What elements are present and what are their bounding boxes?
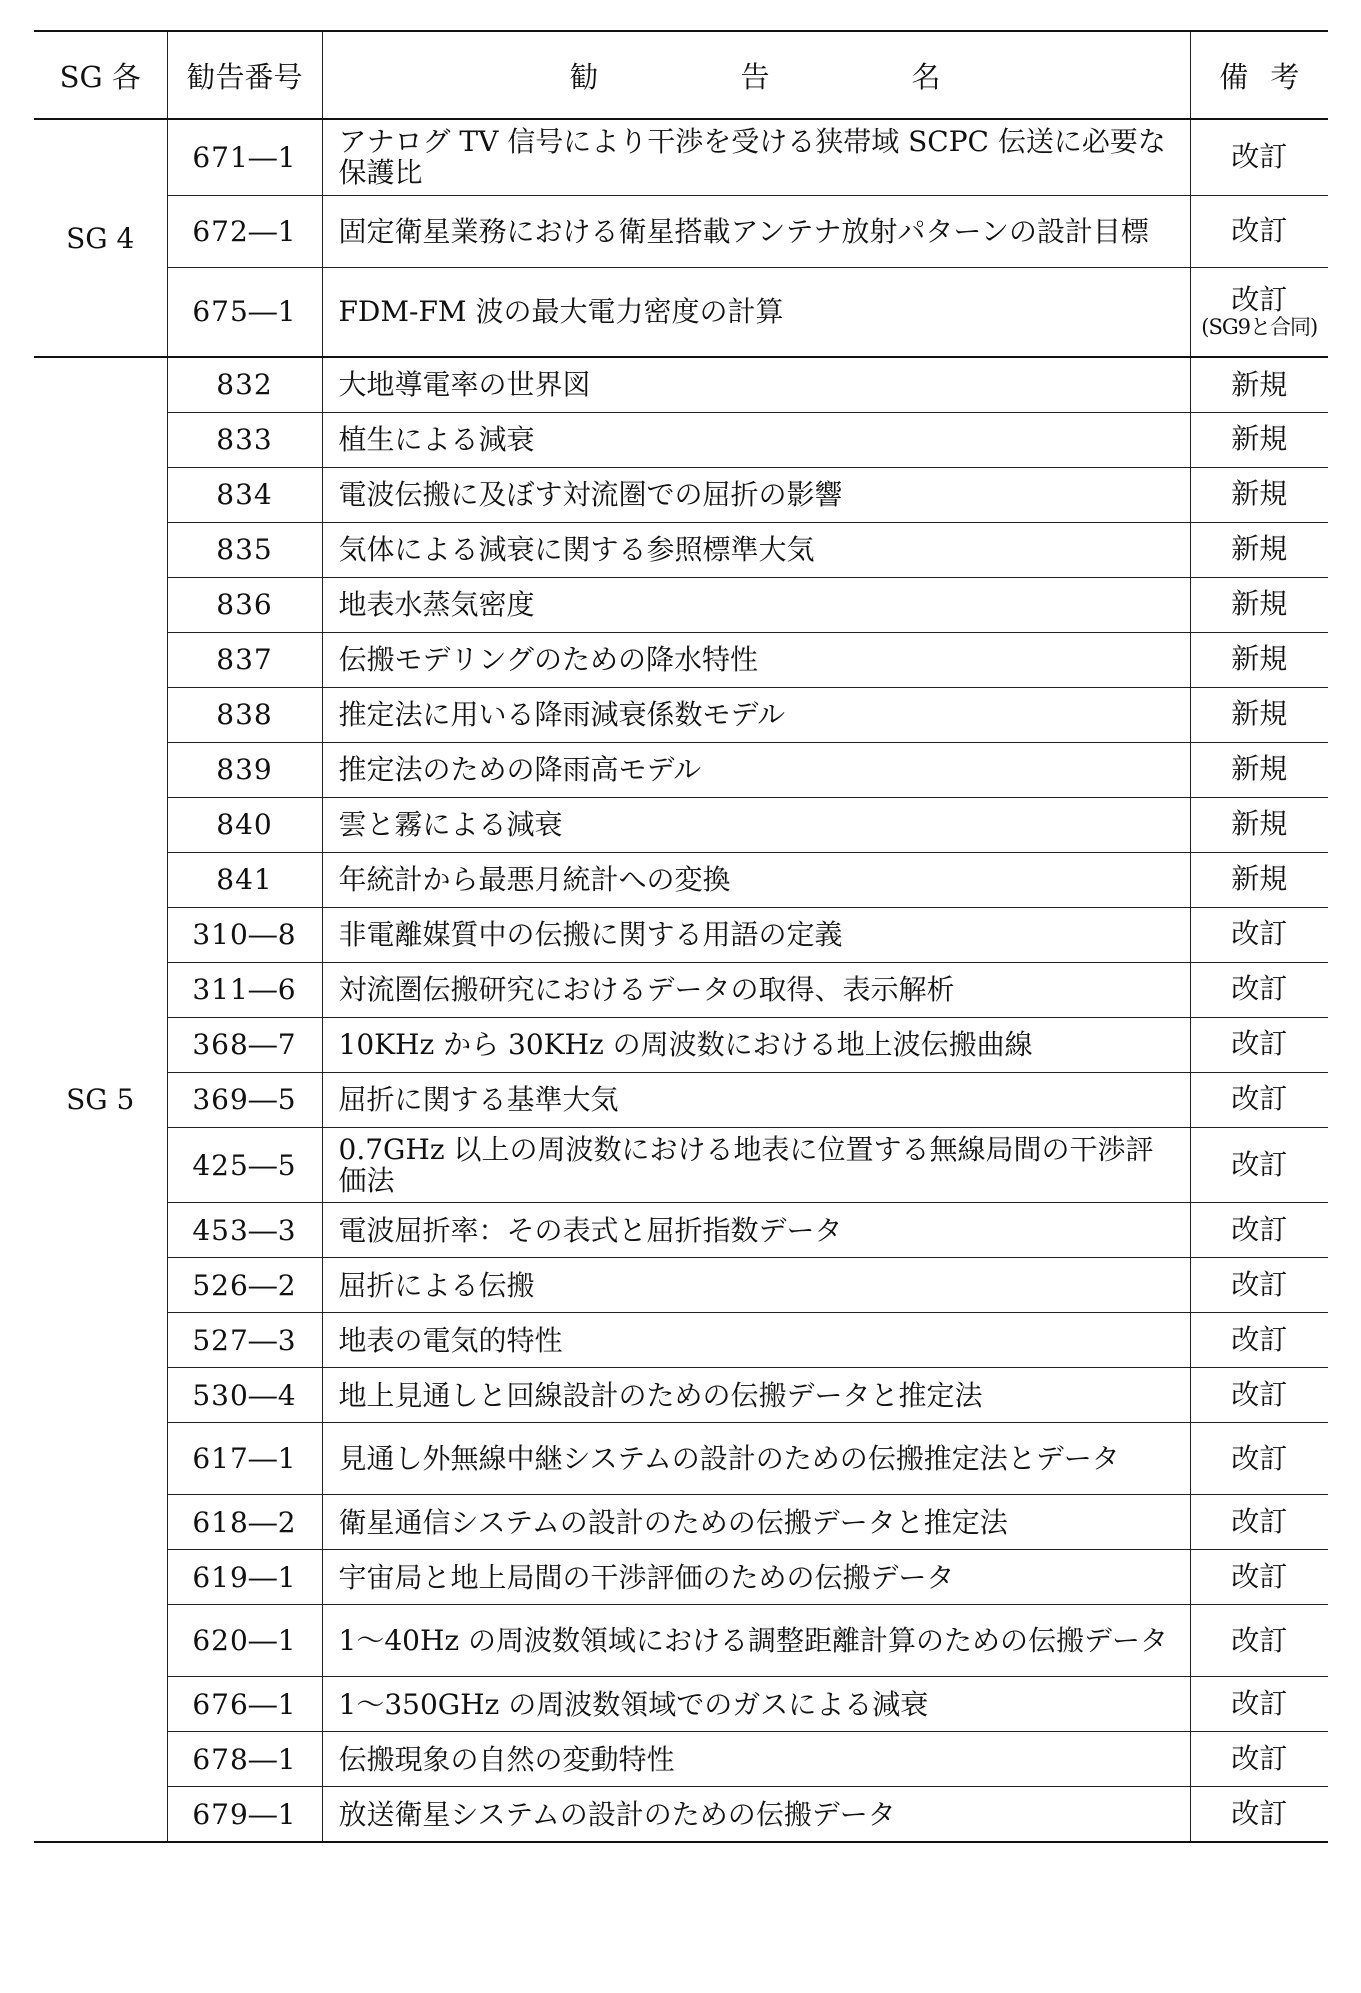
recommendation-note: 改訂	[1190, 1550, 1328, 1605]
recommendation-name: 見通し外無線中継システムの設計のための伝搬推定法とデータ	[322, 1423, 1190, 1495]
recommendation-number: 833	[167, 412, 322, 467]
table-row	[34, 632, 1328, 687]
recommendation-note: 改訂	[1190, 1732, 1328, 1787]
table-row	[34, 1732, 1328, 1787]
table-row	[34, 577, 1328, 632]
recommendation-note: 新規	[1190, 412, 1328, 467]
recommendation-name: 屈折による伝搬	[322, 1258, 1190, 1313]
recommendation-number: 526―2	[167, 1258, 322, 1313]
recommendation-number: 311―6	[167, 962, 322, 1017]
table-row	[34, 357, 1328, 412]
recommendation-note: 新規	[1190, 357, 1328, 412]
note-main: 改訂	[1231, 283, 1288, 317]
recommendation-number: 837	[167, 632, 322, 687]
group-sg-label: SG 5	[34, 357, 167, 1842]
recommendation-note: 改訂	[1190, 1072, 1328, 1127]
recommendation-note: 改訂	[1190, 1495, 1328, 1550]
header-note-char-1: 備	[1219, 59, 1249, 94]
recommendation-number: 310―8	[167, 907, 322, 962]
recommendation-note: 改訂	[1190, 1258, 1328, 1313]
recommendation-number: 617―1	[167, 1423, 322, 1495]
recommendation-number: 527―3	[167, 1313, 322, 1368]
recommendation-note: 改訂	[1190, 1605, 1328, 1677]
table-row	[34, 1605, 1328, 1677]
recommendation-name: 1～40Hz の周波数領域における調整距離計算のための伝搬データ	[322, 1605, 1190, 1677]
recommendation-name: 電波伝搬に及ぼす対流圏での屈折の影響	[322, 467, 1190, 522]
recommendation-name: 1～350GHz の周波数領域でのガスによる減衰	[322, 1677, 1190, 1732]
recommendation-note: 改訂	[1190, 1127, 1328, 1203]
recommendation-number: 679―1	[167, 1787, 322, 1842]
recommendation-name: 地上見通しと回線設計のための伝搬データと推定法	[322, 1368, 1190, 1423]
recommendations-table	[34, 30, 1328, 1843]
header-name	[322, 31, 1190, 119]
recommendation-note: 新規	[1190, 632, 1328, 687]
recommendation-note: 改訂	[1190, 1423, 1328, 1495]
table-row	[34, 1203, 1328, 1258]
header-number: 勧告番号	[167, 31, 322, 119]
recommendation-name: 電波屈折率：その表式と屈折指数データ	[322, 1203, 1190, 1258]
recommendation-number: 369―5	[167, 1072, 322, 1127]
recommendation-note: 改訂	[1190, 907, 1328, 962]
header-sg: SG 各	[34, 31, 167, 119]
group-sg5	[34, 357, 1328, 1842]
table-row	[34, 852, 1328, 907]
table-header	[34, 31, 1328, 119]
recommendation-number: 672―1	[167, 195, 322, 267]
recommendation-name: 伝搬現象の自然の変動特性	[322, 1732, 1190, 1787]
table-row	[34, 907, 1328, 962]
recommendation-name: 放送衛星システムの設計のための伝搬データ	[322, 1787, 1190, 1842]
recommendation-note: 改訂	[1190, 1368, 1328, 1423]
table-row	[34, 1313, 1328, 1368]
recommendation-number: 839	[167, 742, 322, 797]
recommendation-number: 838	[167, 687, 322, 742]
recommendations-table-page	[34, 30, 1328, 1843]
recommendation-name: 屈折に関する基準大気	[322, 1072, 1190, 1127]
recommendation-note	[1190, 267, 1328, 357]
recommendation-note: 改訂	[1190, 1313, 1328, 1368]
table-row	[34, 1677, 1328, 1732]
recommendation-name: 地表の電気的特性	[322, 1313, 1190, 1368]
table-row	[34, 412, 1328, 467]
table-row	[34, 1017, 1328, 1072]
table-row	[34, 1550, 1328, 1605]
header-name-char-2: 告	[740, 59, 772, 94]
header-note-char-2: 考	[1270, 59, 1300, 94]
table-row	[34, 1127, 1328, 1203]
table-row	[34, 1368, 1328, 1423]
table-row	[34, 1258, 1328, 1313]
recommendation-number: 836	[167, 577, 322, 632]
recommendation-note: 新規	[1190, 852, 1328, 907]
table-row	[34, 1787, 1328, 1842]
recommendation-note: 改訂	[1190, 119, 1328, 195]
recommendation-note: 新規	[1190, 742, 1328, 797]
table-row	[34, 467, 1328, 522]
recommendation-note: 改訂	[1190, 1787, 1328, 1842]
recommendation-name: 0.7GHz 以上の周波数における地表に位置する無線局間の干渉評価法	[322, 1127, 1190, 1203]
recommendation-name: 推定法に用いる降雨減衰係数モデル	[322, 687, 1190, 742]
recommendation-name: 雲と霧による減衰	[322, 797, 1190, 852]
recommendation-name: 10KHz から 30KHz の周波数における地上波伝搬曲線	[322, 1017, 1190, 1072]
recommendation-number: 425―5	[167, 1127, 322, 1203]
recommendation-number: 619―1	[167, 1550, 322, 1605]
group-sg-label: SG 4	[34, 119, 167, 357]
recommendation-name: 大地導電率の世界図	[322, 357, 1190, 412]
recommendation-name: 非電離媒質中の伝搬に関する用語の定義	[322, 907, 1190, 962]
recommendation-name: 気体による減衰に関する参照標準大気	[322, 522, 1190, 577]
recommendation-name: 伝搬モデリングのための降水特性	[322, 632, 1190, 687]
table-row	[34, 742, 1328, 797]
recommendation-name: 固定衛星業務における衛星搭載アンテナ放射パターンの設計目標	[322, 195, 1190, 267]
recommendation-note: 改訂	[1190, 962, 1328, 1017]
recommendation-name: 年統計から最悪月統計への変換	[322, 852, 1190, 907]
header-name-char-3: 名	[911, 59, 943, 94]
recommendation-note: 改訂	[1190, 1677, 1328, 1732]
table-row	[34, 1423, 1328, 1495]
recommendation-number: 835	[167, 522, 322, 577]
recommendation-note: 改訂	[1190, 1203, 1328, 1258]
recommendation-name: FDM-FM 波の最大電力密度の計算	[322, 267, 1190, 357]
recommendation-number: 618―2	[167, 1495, 322, 1550]
group-sg4	[34, 119, 1328, 357]
recommendation-name: 対流圏伝搬研究におけるデータの取得、表示解析	[322, 962, 1190, 1017]
recommendation-number: 453―3	[167, 1203, 322, 1258]
recommendation-note: 新規	[1190, 797, 1328, 852]
recommendation-name: 地表水蒸気密度	[322, 577, 1190, 632]
recommendation-note: 改訂	[1190, 1017, 1328, 1072]
recommendation-name: 衛星通信システムの設計のための伝搬データと推定法	[322, 1495, 1190, 1550]
recommendation-note: 新規	[1190, 687, 1328, 742]
table-row	[34, 1495, 1328, 1550]
note-sub: (SG9と合同)	[1201, 314, 1318, 339]
recommendation-number: 678―1	[167, 1732, 322, 1787]
header-name-char-1: 勧	[569, 59, 601, 94]
table-row	[34, 962, 1328, 1017]
table-row	[34, 797, 1328, 852]
recommendation-number: 671―1	[167, 119, 322, 195]
header-note	[1190, 31, 1328, 119]
table-row	[34, 1072, 1328, 1127]
recommendation-number: 834	[167, 467, 322, 522]
recommendation-number: 368―7	[167, 1017, 322, 1072]
table-row	[34, 522, 1328, 577]
table-row	[34, 119, 1328, 195]
recommendation-name: 植生による減衰	[322, 412, 1190, 467]
recommendation-note: 新規	[1190, 577, 1328, 632]
recommendation-note: 改訂	[1190, 195, 1328, 267]
recommendation-number: 676―1	[167, 1677, 322, 1732]
recommendation-name: 推定法のための降雨高モデル	[322, 742, 1190, 797]
table-row	[34, 195, 1328, 267]
recommendation-number: 675―1	[167, 267, 322, 357]
recommendation-number: 832	[167, 357, 322, 412]
recommendation-name: 宇宙局と地上局間の干渉評価のための伝搬データ	[322, 1550, 1190, 1605]
recommendation-note: 新規	[1190, 467, 1328, 522]
table-row	[34, 687, 1328, 742]
recommendation-name: アナログ TV 信号により干渉を受ける狭帯域 SCPC 伝送に必要な保護比	[322, 119, 1190, 195]
recommendation-number: 530―4	[167, 1368, 322, 1423]
table-row	[34, 267, 1328, 357]
recommendation-number: 620―1	[167, 1605, 322, 1677]
recommendation-number: 841	[167, 852, 322, 907]
recommendation-number: 840	[167, 797, 322, 852]
recommendation-note: 新規	[1190, 522, 1328, 577]
